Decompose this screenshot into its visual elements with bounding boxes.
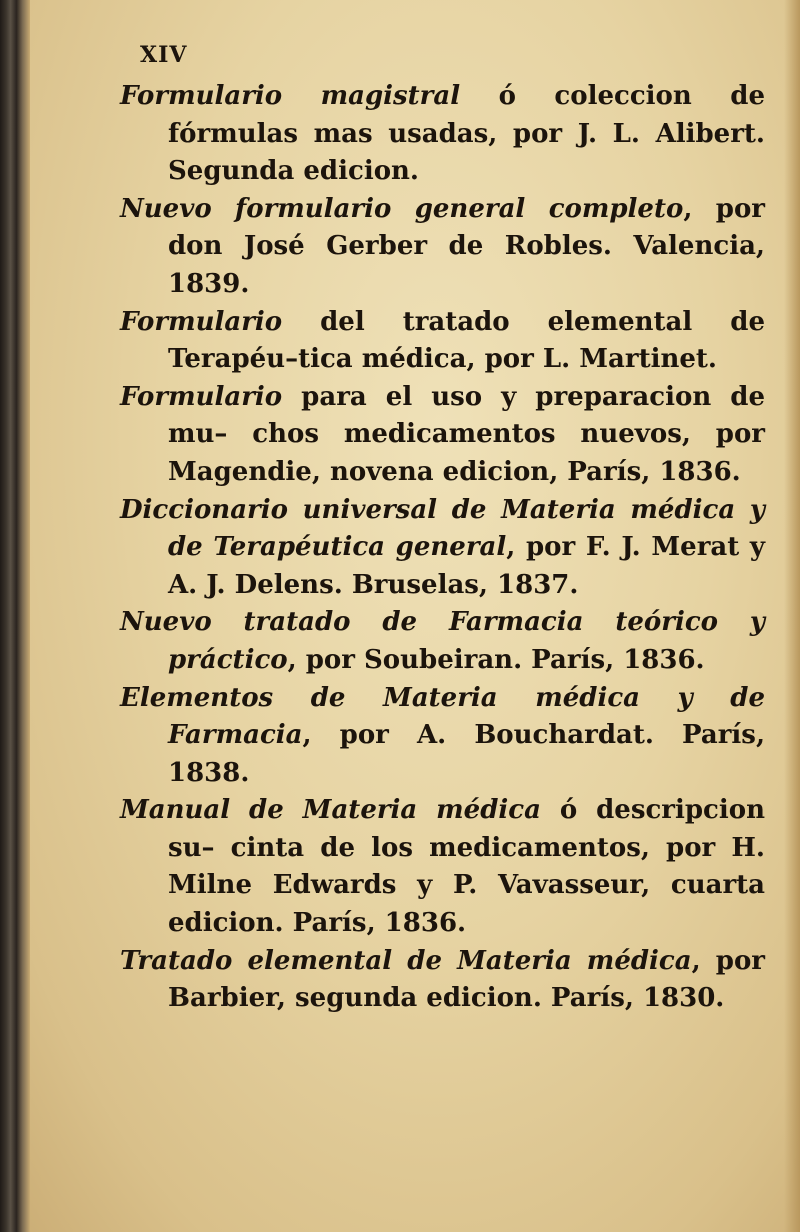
- entry-text: ó descripcion su– cinta de los medicamentos, por H. Milne Edwards y P. Vavasseur, cuarta edicion. París, 1836.: [168, 795, 766, 939]
- bibliography-entry: [120, 492, 765, 605]
- entry-text: , por F. J. Merat y A. J. Delens. Bruselas, 1837.: [168, 532, 766, 600]
- entry-title: Nuevo formulario general completo: [120, 193, 684, 224]
- entry-title: Formulario: [120, 306, 283, 337]
- entry-text: para el uso y preparacion de mu– chos medicamentos nuevos, por Magendie, novena edicion, París, 1836.: [168, 381, 765, 487]
- bibliography-entry: [120, 191, 765, 304]
- page-edge: [784, 0, 800, 1232]
- entry-text: , por A. Bouchardat. París, 1838.: [168, 720, 765, 788]
- entry-title: Manual de Materia médica: [120, 795, 541, 826]
- entry-title: Nuevo tratado de Farmacia teórico y práctico: [120, 607, 765, 675]
- page-number: XIV: [140, 42, 188, 68]
- bibliography-entry: [120, 78, 765, 191]
- entry-text: , por Barbier, segunda edicion. París, 1830.: [168, 945, 765, 1014]
- entry-text: , por Soubeiran. París, 1836.: [287, 644, 705, 675]
- bibliography-list: [120, 78, 765, 1018]
- entry-text: del tratado elemental de Terapéu–tica médica, por L. Martinet.: [168, 306, 765, 375]
- entry-title: Diccionario universal de Materia médica y de Terapéutica general: [120, 494, 765, 563]
- entry-text: ó coleccion de fórmulas mas usadas, por J. L. Alibert. Segunda edicion.: [168, 81, 765, 187]
- bibliography-entry: [120, 943, 765, 1018]
- bibliography-entry: [120, 304, 765, 379]
- entry-title: Formulario magistral: [120, 81, 461, 111]
- bibliography-entry: [120, 680, 765, 793]
- bibliography-entry: [120, 792, 765, 942]
- bibliography-entry: [120, 604, 765, 679]
- entry-title: Tratado elemental de Materia médica: [120, 945, 692, 976]
- entry-title: Elementos de Materia médica y de Farmacia: [120, 682, 765, 751]
- entry-text: , por don José Gerber de Robles. Valencia, 1839.: [168, 193, 765, 299]
- entry-title: Formulario: [120, 381, 283, 412]
- bibliography-entry: [120, 379, 765, 492]
- book-spine-shadow: [0, 0, 30, 1232]
